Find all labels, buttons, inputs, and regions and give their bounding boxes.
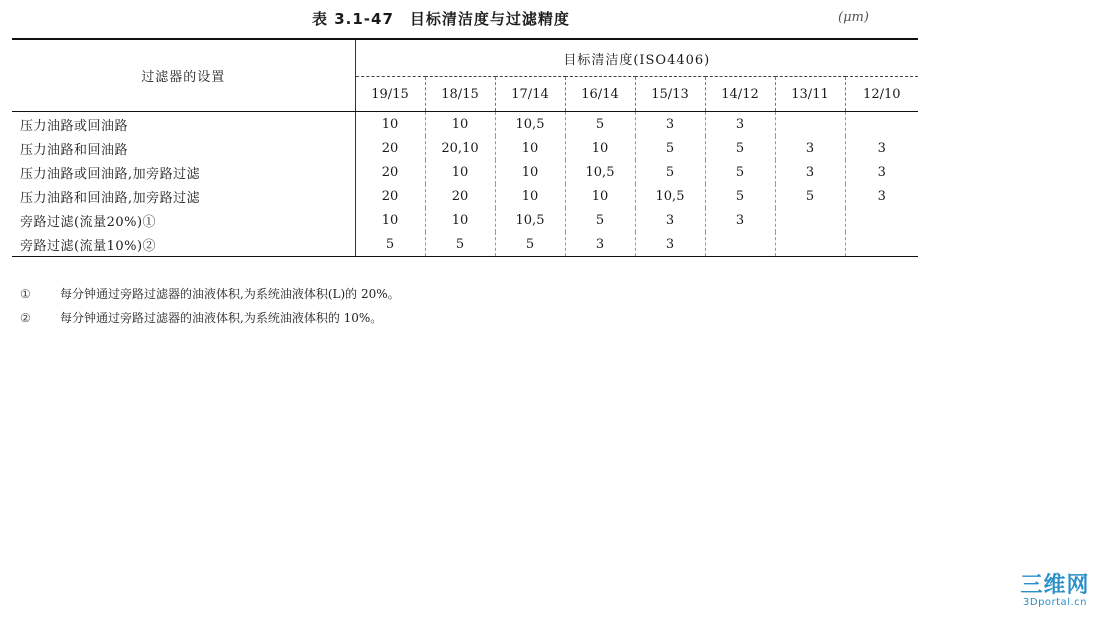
code-header: 14/12 xyxy=(705,77,775,112)
table-cell: 3 xyxy=(635,112,705,137)
row-label: 旁路过滤(流量20%)① xyxy=(12,208,355,232)
table-cell: 5 xyxy=(355,232,425,257)
table-cell xyxy=(775,208,845,232)
table-cell: 3 xyxy=(635,232,705,257)
table-cell: 10 xyxy=(495,184,565,208)
footnote-mark: ② xyxy=(20,311,31,325)
table-cell: 10 xyxy=(355,112,425,137)
table-cell: 10 xyxy=(565,136,635,160)
corner-header: 过滤器的设置 xyxy=(12,39,355,112)
row-label: 压力油路和回油路,加旁路过滤 xyxy=(12,184,355,208)
cleanliness-table xyxy=(12,38,918,257)
group-header: 目标清洁度(ISO4406) xyxy=(355,39,918,77)
code-header: 12/10 xyxy=(845,77,918,112)
table-title: 表 3.1-47 目标清洁度与过滤精度 xyxy=(312,10,570,28)
code-header: 15/13 xyxy=(635,77,705,112)
table-caption xyxy=(0,6,1113,32)
table-cell: 5 xyxy=(495,232,565,257)
cleanliness-table-container xyxy=(12,38,918,257)
table-cell: 10 xyxy=(355,208,425,232)
footnote-mark: ① xyxy=(20,287,31,301)
table-cell xyxy=(705,232,775,257)
table-cell: 3 xyxy=(775,160,845,184)
table-cell: 20,10 xyxy=(425,136,495,160)
table-cell: 10 xyxy=(495,136,565,160)
row-label: 旁路过滤(流量10%)② xyxy=(12,232,355,257)
table-cell: 3 xyxy=(877,140,886,156)
code-header: 17/14 xyxy=(495,77,565,112)
table-cell xyxy=(775,232,845,257)
table-cell: 3 xyxy=(635,208,705,232)
table-row xyxy=(12,232,918,257)
code-header: 16/14 xyxy=(565,77,635,112)
row-label: 压力油路或回油路,加旁路过滤 xyxy=(12,160,355,184)
watermark-sub-text: 3Dportal.cn xyxy=(1023,597,1087,608)
table-cell: 20 xyxy=(425,184,495,208)
table-cell: 10,5 xyxy=(565,160,635,184)
table-cell xyxy=(845,232,918,257)
table-cell: 3 xyxy=(565,232,635,257)
table-row xyxy=(12,112,918,137)
footnote xyxy=(20,306,400,330)
code-header: 19/15 xyxy=(355,77,425,112)
table-row xyxy=(12,184,918,208)
table-row xyxy=(12,208,918,232)
table-cell: 5 xyxy=(705,160,775,184)
table-cell: 5 xyxy=(775,184,845,208)
code-header: 18/15 xyxy=(425,77,495,112)
table-cell: 10,5 xyxy=(495,112,565,137)
unit-label: (μm) xyxy=(838,10,869,25)
code-header: 13/11 xyxy=(775,77,845,112)
table-cell: 10,5 xyxy=(495,208,565,232)
table-cell: 10,5 xyxy=(635,184,705,208)
table-cell: 5 xyxy=(635,136,705,160)
table-cell: 3 xyxy=(877,164,886,180)
footnote-text: 每分钟通过旁路过滤器的油液体积,为系统油液体积(L)的 20%。 xyxy=(60,287,400,301)
footnote-text: 每分钟通过旁路过滤器的油液体积,为系统油液体积的 10%。 xyxy=(60,311,383,325)
table-cell: 5 xyxy=(565,112,635,137)
row-label: 压力油路或回油路 xyxy=(12,112,355,137)
table-cell: 5 xyxy=(565,208,635,232)
table-cell xyxy=(775,112,845,137)
footnote xyxy=(20,282,400,306)
table-cell: 10 xyxy=(495,160,565,184)
table-cell: 5 xyxy=(705,184,775,208)
table-row xyxy=(12,160,918,184)
table-cell: 5 xyxy=(635,160,705,184)
table-cell: 20 xyxy=(355,184,425,208)
table-cell: 10 xyxy=(425,208,495,232)
table-cell: 5 xyxy=(425,232,495,257)
table-cell: 10 xyxy=(425,112,495,137)
table-cell: 20 xyxy=(355,160,425,184)
table-cell: 10 xyxy=(565,184,635,208)
table-cell: 20 xyxy=(355,136,425,160)
header-row-group xyxy=(12,39,918,77)
table-cell: 10 xyxy=(425,160,495,184)
table-cell xyxy=(845,112,918,137)
table-cell: 3 xyxy=(705,208,775,232)
table-cell: 3 xyxy=(705,112,775,137)
table-cell: 5 xyxy=(705,136,775,160)
row-label: 压力油路和回油路 xyxy=(12,136,355,160)
table-cell xyxy=(845,208,918,232)
watermark-main-text: 三维网 xyxy=(1020,573,1090,598)
table-cell: 3 xyxy=(877,188,886,204)
table-cell: 3 xyxy=(775,136,845,160)
site-watermark-logo xyxy=(1009,575,1101,608)
table-row xyxy=(12,136,918,160)
footnotes xyxy=(20,282,400,330)
